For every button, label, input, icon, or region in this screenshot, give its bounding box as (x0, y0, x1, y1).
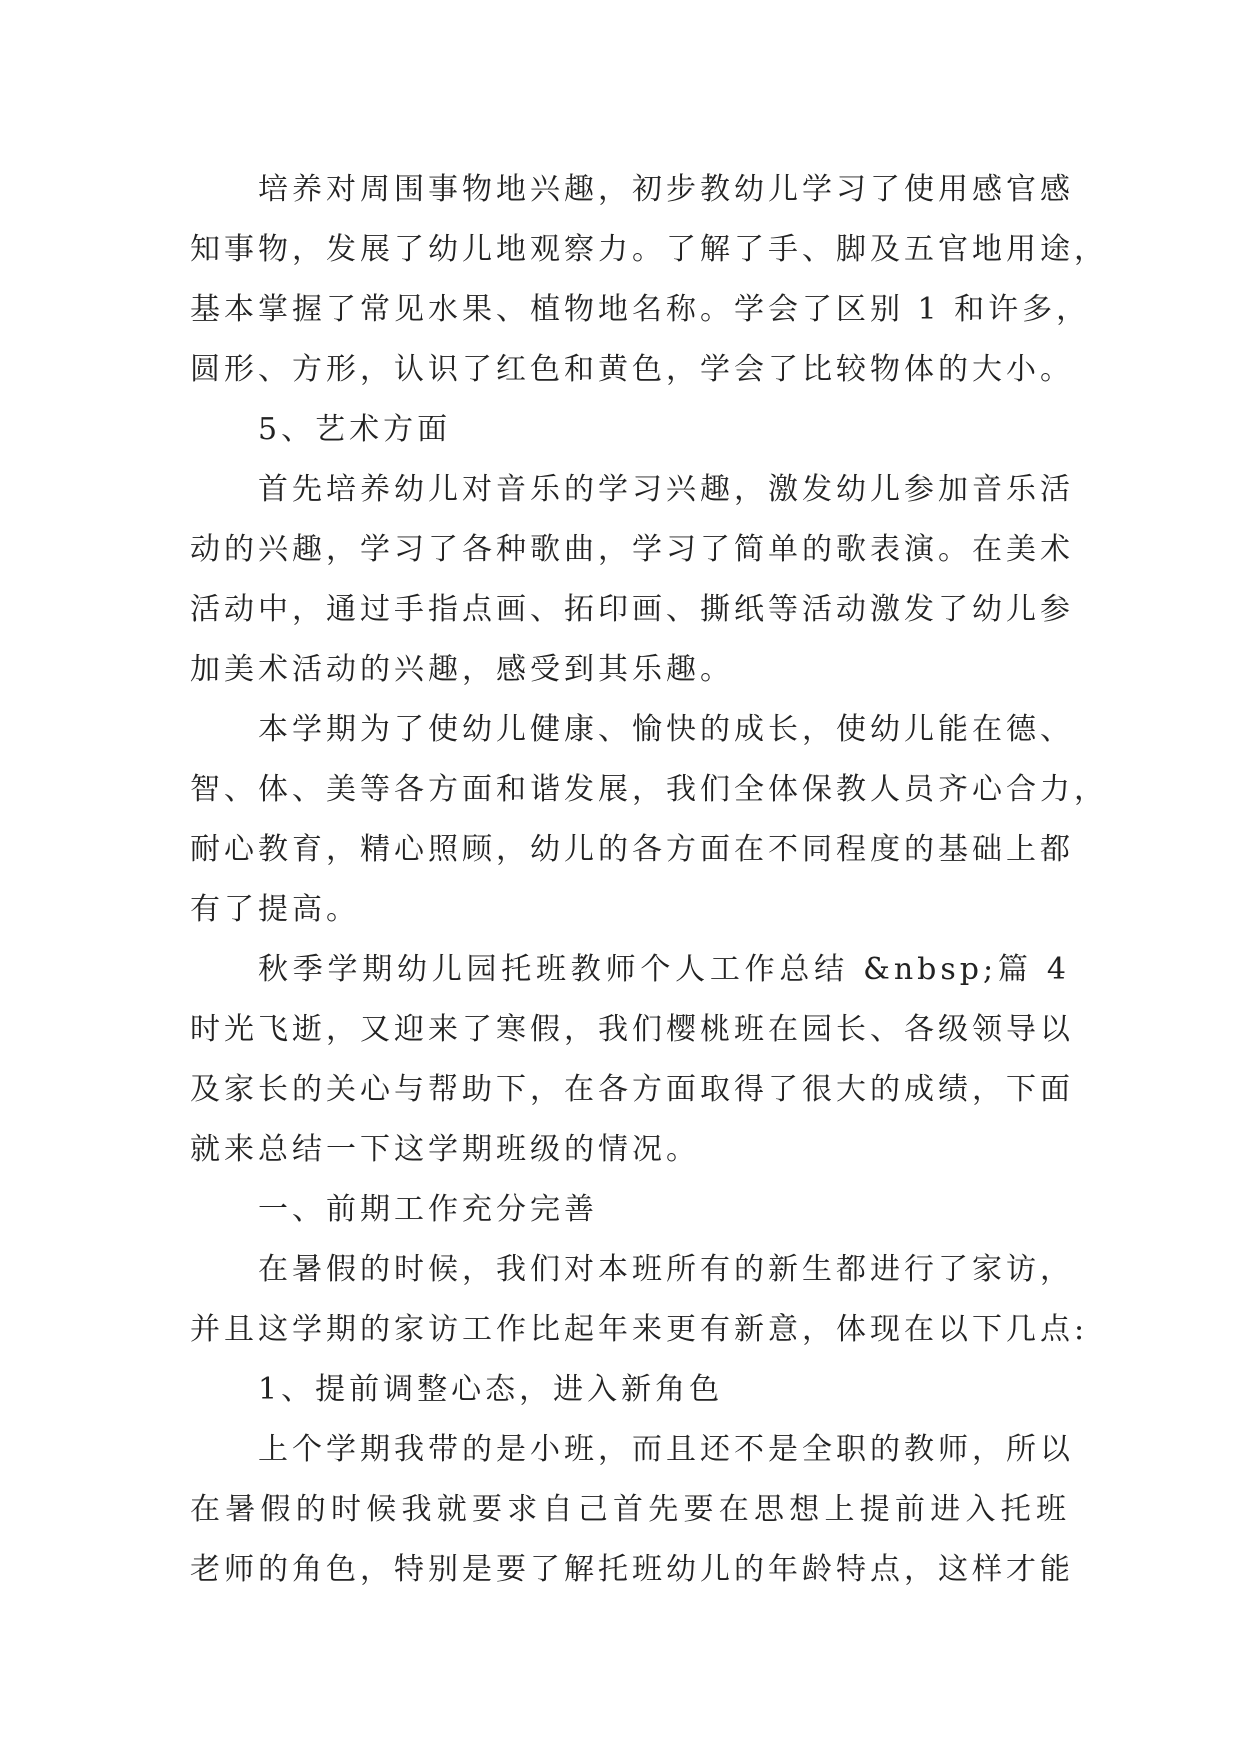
text-line: 时光飞逝，又迎来了寒假，我们樱桃班在园长、各级领导以 (190, 1012, 1074, 1047)
text-line: 培养对周围事物地兴趣，初步教幼儿学习了使用感官感 (258, 172, 1074, 207)
text-line: 及家长的关心与帮助下，在各方面取得了很大的成绩，下面 (190, 1072, 1074, 1107)
text-line: 动的兴趣，学习了各种歌曲，学习了简单的歌表演。在美术 (190, 532, 1074, 567)
text-line: 有了提高。 (190, 892, 360, 927)
text-line: 首先培养幼儿对音乐的学习兴趣，激发幼儿参加音乐活 (258, 472, 1074, 507)
text-line: 本学期为了使幼儿健康、愉快的成长，使幼儿能在德、 (258, 712, 1074, 747)
text-line: 加美术活动的兴趣，感受到其乐趣。 (190, 652, 734, 687)
text-line: 基本掌握了常见水果、植物地名称。学会了区别 1 和许多， (190, 292, 1091, 327)
text-line: 在暑假的时候，我们对本班所有的新生都进行了家访， (258, 1252, 1074, 1287)
text-line: 耐心教育，精心照顾，幼儿的各方面在不同程度的基础上都 (190, 832, 1074, 867)
text-line: 上个学期我带的是小班，而且还不是全职的教师，所以 (258, 1432, 1074, 1467)
text-line: 5、艺术方面 (258, 412, 452, 447)
text-line: 活动中，通过手指点画、拓印画、撕纸等活动激发了幼儿参 (190, 592, 1074, 627)
text-line: 就来总结一下这学期班级的情况。 (190, 1132, 700, 1167)
document-body (190, 160, 1108, 1600)
text-line: 秋季学期幼儿园托班教师个人工作总结 &nbsp;篇 4 (258, 952, 1070, 987)
text-line: 并且这学期的家访工作比起年来更有新意，体现在以下几点: (190, 1312, 1089, 1347)
text-line: 一、前期工作充分完善 (258, 1192, 598, 1227)
text-line: 知事物，发展了幼儿地观察力。了解了手、脚及五官地用途， (190, 232, 1108, 267)
text-line: 智、体、美等各方面和谐发展，我们全体保教人员齐心合力， (190, 772, 1108, 807)
text-line: 老师的角色，特别是要了解托班幼儿的年龄特点，这样才能 (190, 1552, 1074, 1587)
text-line: 圆形、方形，认识了红色和黄色，学会了比较物体的大小。 (190, 352, 1074, 387)
text-line: 在暑假的时候我就要求自己首先要在思想上提前进入托班 (190, 1492, 1070, 1527)
text-line: 1、提前调整心态，进入新角色 (258, 1372, 724, 1407)
